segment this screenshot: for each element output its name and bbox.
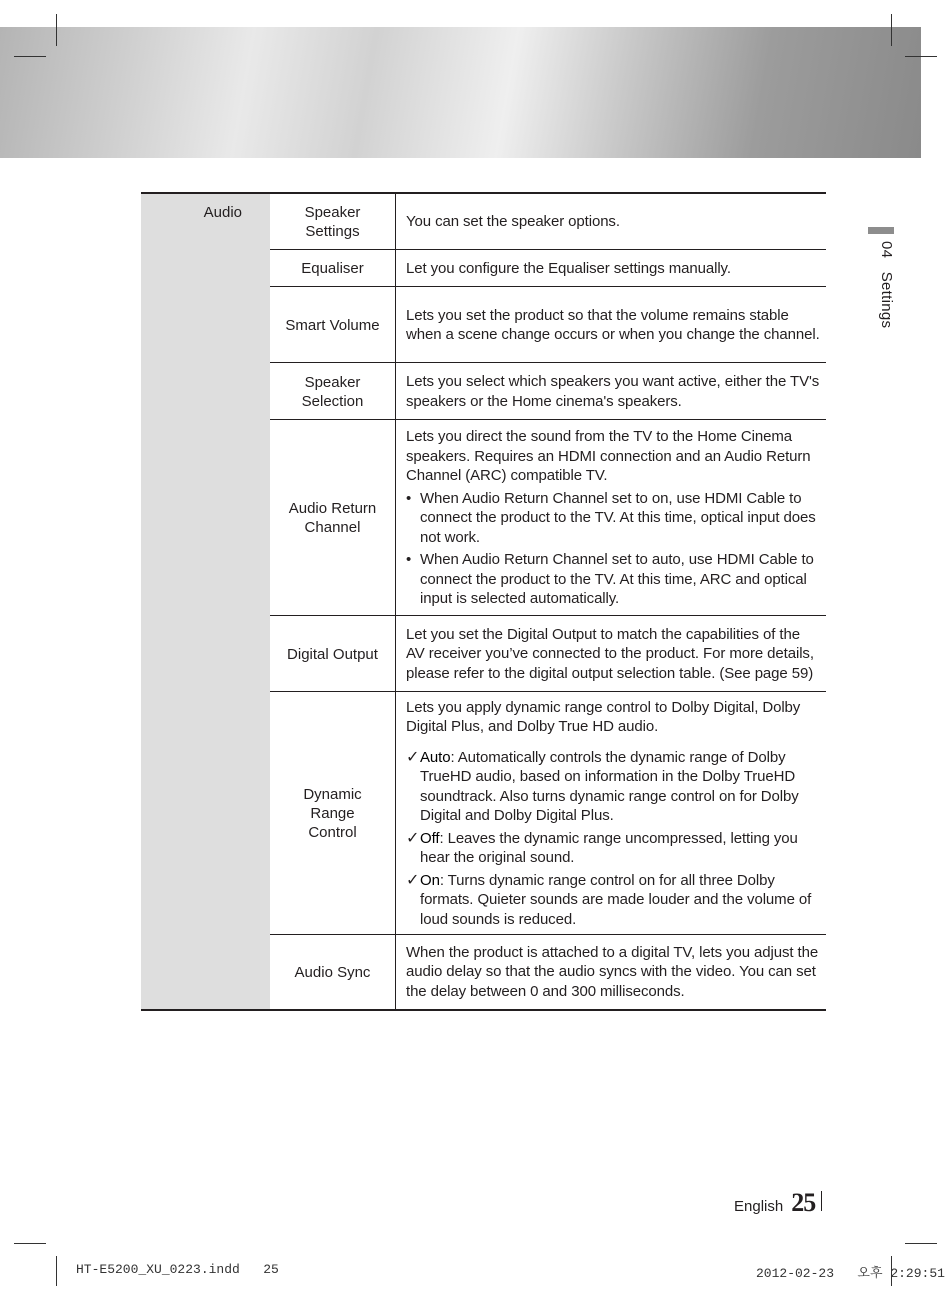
table-row: [270, 250, 826, 287]
option-label: Auto: [420, 748, 451, 766]
crop-mark-bl-v: [56, 1256, 57, 1286]
table-row: [270, 935, 826, 1009]
setting-description: Lets you direct the sound from the TV to the Home Cinema speakers. Requires an HDMI connection and an Audio Return Channel (ARC) compatible TV. • When Audio Return Channel set to on, use HDMI Cable to connect the product to the TV. At this time, optical input does not work. • When Audio Return Channel set to auto, use HDMI Cable to connect the product to the TV. At this time, ARC and optical input is selected automatically.: [406, 420, 821, 616]
category-column: [141, 194, 254, 1009]
table-row: [270, 287, 826, 363]
chapter-marker: [868, 227, 894, 234]
setting-name: Audio Return Channel: [288, 500, 377, 536]
note-bullet: • When Audio Return Channel set to auto, use HDMI Cable to connect the product to the TV. At this time, ARC and optical input is selected automatically.: [406, 551, 814, 608]
crop-mark-tl-v: [56, 14, 57, 46]
table-row: [270, 420, 826, 616]
crop-mark-tr-v: [891, 14, 892, 46]
option-label: Off: [420, 829, 440, 847]
setting-name: Smart Volume: [285, 316, 380, 334]
setting-description: Lets you select which speakers you want active, either the TV's speakers or the Home cinema's speakers.: [406, 373, 820, 410]
setting-description: Let you configure the Equaliser settings manually.: [406, 259, 731, 277]
category-column-margin: [254, 194, 270, 1009]
option-item: ✓ On: Turns dynamic range control on for all three Dolby formats. Quieter sounds are made louder and the volume of loud sounds is reduced.: [406, 871, 812, 928]
crop-mark-tl-h: [14, 56, 46, 57]
table-row: [270, 194, 826, 250]
note-bullet: • When Audio Return Channel set to on, use HDMI Cable to connect the product to the TV. At this time, optical input does not work.: [406, 489, 816, 546]
category-label: Audio: [203, 204, 242, 221]
setting-name: Speaker Settings: [304, 204, 361, 240]
crop-mark-br-h: [905, 1243, 937, 1244]
column-divider: [395, 194, 396, 1009]
print-timestamp: 2012-02-23 오후 2:29:51: [756, 1266, 945, 1281]
chapter-number: 04: [878, 241, 895, 259]
option-item: ✓ Off: Leaves the dynamic range uncompressed, letting you hear the original sound.: [406, 829, 798, 867]
setting-name: Dynamic Range Control: [303, 786, 362, 841]
setting-description: Lets you apply dynamic range control to Dolby Digital, Dolby Digital Plus, and Dolby True HD audio. ✓ Auto: Automatically controls the dynamic range of Dolby TrueHD audio, based on information in the Dolby TrueHD soundtrack. Also turns dynamic range control on for Dolby Digital and Dolby Digital Plus. ✓ Off: Leaves the dynamic range uncompressed, letting you hear the original sound. ✓ On: Turns dynamic range control on for all three Dolby formats. Quieter sounds are made louder and the volume of loud sounds is reduced.: [406, 692, 821, 935]
setting-description: Lets you set the product so that the volume remains stable when a scene change occurs or when you change the channel.: [406, 306, 820, 343]
crop-mark-tr-h: [905, 56, 937, 57]
setting-name: Speaker Selection: [301, 373, 364, 410]
print-file-slug: HT-E5200_XU_0223.indd 25: [76, 1262, 279, 1277]
checkmark-icon: ✓: [406, 748, 420, 766]
setting-description: You can set the speaker options.: [406, 213, 620, 231]
table-row: [270, 692, 826, 935]
checkmark-icon: ✓: [406, 871, 420, 889]
setting-description: Let you set the Digital Output to match the capabilities of the AV receiver you’ve connected to the product. For more details, please refer to the digital output selection table. (See page 59): [406, 625, 814, 682]
setting-name: Equaliser: [301, 260, 364, 277]
table-bottom-rule: [141, 1009, 826, 1011]
footer-language: English: [734, 1198, 784, 1215]
header-banner: [0, 27, 921, 158]
table-row: [270, 616, 826, 692]
setting-name: Audio Sync: [294, 963, 371, 981]
option-label: On: [420, 871, 440, 889]
option-item: ✓ Auto: Automatically controls the dynamic range of Dolby TrueHD audio, based on information in the Dolby TrueHD soundtrack. Also turns dynamic range control on for Dolby Digital and Dolby Digital Plus.: [406, 748, 799, 825]
chapter-title: Settings: [878, 271, 895, 329]
table-row: [270, 363, 826, 420]
crop-mark-bl-h: [14, 1243, 46, 1244]
page-footer: [734, 1188, 822, 1218]
footer-rule: [821, 1191, 822, 1211]
chapter-tab: [878, 241, 895, 328]
setting-name: Digital Output: [287, 645, 378, 663]
checkmark-icon: ✓: [406, 829, 420, 847]
page-number: 25: [791, 1188, 816, 1217]
setting-description: When the product is attached to a digital TV, lets you adjust the audio delay so that the audio syncs with the video. You can set the delay between 0 and 300 milliseconds.: [406, 943, 819, 1000]
